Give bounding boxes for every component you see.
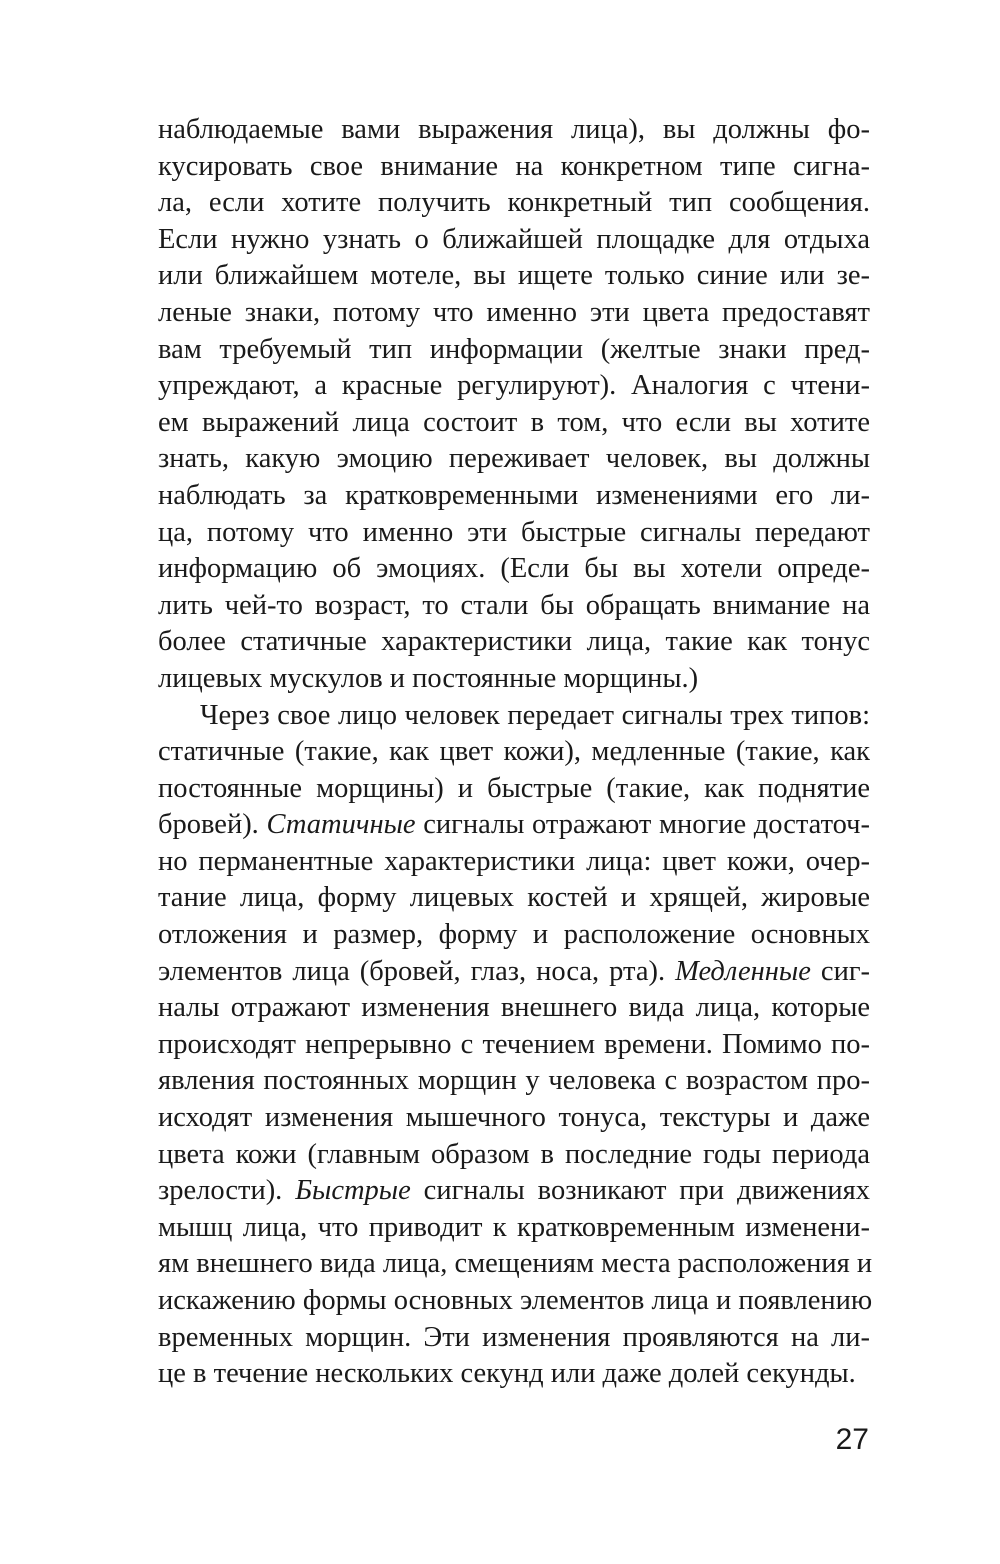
text-line (158, 149, 870, 186)
text-line (158, 368, 870, 405)
text-segment: ца, потому что именно эти быстрые сигналы передают (158, 516, 870, 548)
text-line (158, 588, 870, 625)
text-segment: или ближайшем мотеле, вы ищете только синие или зе- (158, 260, 870, 292)
text-line (158, 332, 870, 369)
text-line (158, 1320, 870, 1357)
text-segment: ем выражений лица состоит в том, что если вы хотите (158, 406, 870, 438)
text-line (158, 1027, 870, 1064)
emphasized-term: Статичные (266, 809, 416, 841)
paragraph (158, 112, 870, 698)
text-line (158, 880, 870, 917)
text-line (158, 112, 870, 149)
text-line (158, 807, 870, 844)
text-line (158, 515, 870, 552)
text-segment: сигналы возникают при движениях (410, 1175, 870, 1207)
text-segment: тание лица, форму лицевых костей и хрящей, жировые (158, 882, 870, 914)
text-segment: знать, какую эмоцию переживает человек, вы должны (158, 443, 870, 475)
text-segment: це в течение нескольких секунд или даже долей секунды. (158, 1358, 856, 1390)
text-line (158, 478, 870, 515)
page-number: 27 (835, 1423, 869, 1456)
text-segment: Если нужно узнать о ближайшей площадке для отдыха (158, 223, 870, 255)
emphasized-term: Быстрые (295, 1175, 411, 1207)
text-line (158, 1173, 870, 1210)
text-line (158, 734, 870, 771)
text-segment: лить чей-то возраст, то стали бы обращать внимание на (158, 589, 870, 621)
text-segment: информацию об эмоциях. (Если бы вы хотели опреде- (158, 553, 870, 585)
text-segment: упреждают, а красные регулируют). Аналогия с чтени- (158, 370, 870, 402)
text-line (158, 624, 870, 661)
text-segment: наблюдать за кратковременными изменениями его ли- (158, 479, 870, 511)
text-line (158, 258, 870, 295)
text-segment: ям внешнего вида лица, смещениям места расположения и (158, 1248, 873, 1280)
text-line (158, 295, 870, 332)
text-line (158, 185, 870, 222)
text-segment: наблюдаемые вами выражения лица), вы должны фо- (158, 114, 870, 145)
text-segment: Через свое лицо человек передает сигналы трех типов: (200, 699, 870, 731)
text-segment: статичные (такие, как цвет кожи), медленные (такие, как (158, 736, 870, 768)
text-segment: лицевых мускулов и постоянные морщины.) (158, 662, 699, 694)
text-segment: сигналы отражают многие достаточ- (415, 809, 870, 841)
text-segment: искажению формы основных элементов лица и появлению (158, 1285, 873, 1316)
text-segment: леные знаки, потому что именно эти цвета предоставят (158, 296, 870, 328)
text-line (158, 917, 870, 954)
text-segment: постоянные морщины) и быстрые (такие, как поднятие (158, 772, 870, 804)
text-segment: более статичные характеристики лица, такие как тонус (158, 626, 870, 658)
text-line (158, 1210, 870, 1247)
text-segment: но перманентные характеристики лица: цвет кожи, очер- (158, 845, 870, 877)
text-segment: зрелости). (158, 1175, 296, 1207)
text-segment: происходят непрерывно с течением времени. Помимо по- (158, 1028, 870, 1060)
text-segment: налы отражают изменения внешнего вида лица, которые (158, 992, 870, 1024)
paragraph (158, 698, 873, 1393)
text-line (158, 405, 870, 442)
text-segment: ла, если хотите получить конкретный тип сообщения. (158, 187, 870, 219)
text-line (158, 1283, 873, 1320)
text-segment: мышц лица, что приводит к кратковременным изменени- (158, 1211, 870, 1243)
text-line (158, 1246, 873, 1283)
text-line (158, 1100, 870, 1137)
text-segment: сиг- (810, 955, 870, 987)
text-segment: цвета кожи (главным образом в последние годы периода (158, 1138, 870, 1170)
text-segment: явления постоянных морщин у человека с возрастом про- (158, 1065, 870, 1097)
text-line (158, 551, 870, 588)
text-line (158, 661, 870, 698)
text-segment: отложения и размер, форму и расположение основных (158, 919, 870, 951)
emphasized-term: Медленные (675, 955, 811, 987)
text-line (158, 771, 870, 808)
text-segment: элементов лица (бровей, глаз, носа, рта). (158, 955, 676, 987)
text-segment: вам требуемый тип информации (желтые знаки пред- (158, 333, 870, 365)
text-line (158, 698, 870, 735)
text-line (158, 844, 870, 881)
text-line (158, 1137, 870, 1174)
text-segment: бровей). (158, 809, 267, 841)
text-segment: временных морщин. Эти изменения проявляются на ли- (158, 1321, 870, 1353)
text-line (158, 1063, 870, 1100)
text-segment: исходят изменения мышечного тонуса, текстуры и даже (158, 1102, 870, 1134)
text-line (158, 990, 870, 1027)
text-line (158, 441, 870, 478)
text-line (158, 954, 870, 991)
text-line (158, 1356, 870, 1393)
text-segment: кусировать свое внимание на конкретном типе сигна- (158, 150, 870, 182)
body-text (158, 112, 873, 1393)
text-line (158, 222, 870, 259)
